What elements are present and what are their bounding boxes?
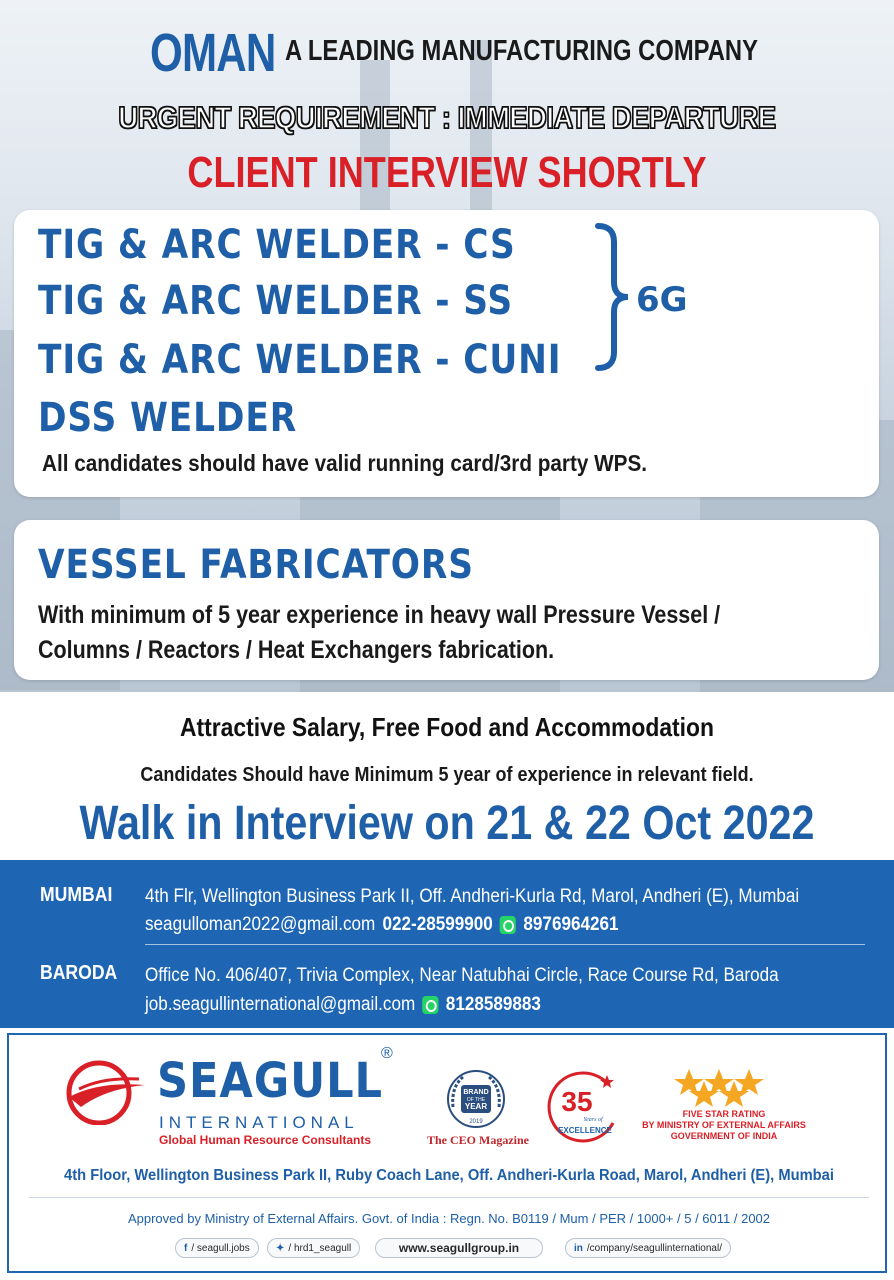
badge-35-years-word: Years of [583,1117,603,1123]
rating-line1: FIVE STAR RATING [682,1109,766,1119]
badge-brand-year: 2019 [469,1119,483,1125]
rating-line3: GOVERNMENT OF INDIA [670,1131,778,1141]
whatsapp-icon [422,996,438,1014]
location-divider [145,944,865,945]
brand-tagline: Global Human Resource Consultants [159,1133,372,1147]
badge-35-excellence: EXCELLENCE [558,1126,612,1135]
five-star-rating-text [629,1109,819,1142]
country-title: OMAN [150,23,276,83]
baroda-contact [145,994,541,1016]
welder-requirement-note: All candidates should have valid running card/3rd party WPS. [42,450,648,476]
city-mumbai: MUMBAI [40,884,113,906]
job-title-ss: TIG & ARC WELDER - SS [38,278,513,324]
urgent-banner: URGENT REQUIREMENT : IMMEDIATE DEPARTURE [118,100,776,135]
benefits-text: Attractive Salary, Free Food and Accommodation [180,712,714,742]
thirty-five-years-badge [539,1067,623,1147]
client-interview-heading: CLIENT INTERVIEW SHORTLY [187,148,707,197]
company-description: A LEADING MANUFACTURING COMPANY [285,35,758,67]
whatsapp-icon [500,916,516,934]
baroda-address: Office No. 406/407, Trivia Complex, Near Natubhai Circle, Race Course Rd, Baroda [145,965,779,986]
vessel-title: VESSEL FABRICATORS [38,542,474,588]
mumbai-phone[interactable]: 022-28599900 [382,914,493,935]
facebook-handle: / seagull.jobs [191,1242,250,1254]
five-star-rating-icon [669,1067,769,1107]
header [0,22,894,82]
website-link[interactable] [375,1238,543,1258]
mumbai-contact [145,914,619,936]
job-title-cuni: TIG & ARC WELDER - CUNI [38,337,562,383]
vessel-description [38,598,812,668]
badge-brand-line1: BRAND [463,1089,489,1096]
badge-brand-line2: OF THE [466,1097,486,1103]
linkedin-link[interactable] [565,1238,731,1258]
facebook-link[interactable] [175,1238,259,1258]
seagull-logo-icon [59,1055,147,1125]
job-title-cs: TIG & ARC WELDER - CS [38,222,516,268]
experience-text: Candidates Should have Minimum 5 year of experience in relevant field. [140,764,754,786]
footer-address: 4th Floor, Wellington Business Park II, Ruby Coach Lane, Off. Andheri-Kurla Road, Marol, Andheri (E), Mumbai [64,1167,834,1184]
brand-of-year-badge [441,1067,511,1141]
job-title-dss: DSS WELDER [38,395,298,441]
baroda-email[interactable]: job.seagullinternational@gmail.com [145,994,416,1015]
city-baroda: BARODA [40,962,118,984]
twitter-icon: ✦ [276,1242,285,1254]
mumbai-email[interactable]: seagulloman2022@gmail.com [145,914,376,935]
grouping-brace-icon [594,222,634,372]
mumbai-whatsapp[interactable]: 8976964261 [523,914,619,935]
vessel-desc-line2: Columns / Reactors / Heat Exchangers fabrication. [38,636,555,664]
linkedin-icon: in [574,1242,583,1254]
twitter-handle: / hrd1_seagull [288,1242,352,1254]
registered-mark: ® [381,1045,393,1062]
company-footer [7,1033,887,1273]
linkedin-handle: /company/seagullinternational/ [586,1242,722,1254]
website-url: www.seagullgroup.in [398,1241,520,1255]
vessel-card [14,520,879,680]
badge-brand-line3: YEAR [464,1102,488,1111]
vessel-desc-line1: With minimum of 5 year experience in heavy wall Pressure Vessel / [38,601,721,629]
footer-divider [29,1197,869,1198]
baroda-whatsapp[interactable]: 8128589883 [445,994,541,1015]
mumbai-address: 4th Flr, Wellington Business Park II, Off. Andheri-Kurla Rd, Marol, Andheri (E), Mumbai [145,886,800,907]
welder-card [14,210,879,497]
badge-35-number: 35 [561,1086,593,1117]
facebook-icon: f [184,1242,188,1254]
brand-subtitle: INTERNATIONAL [159,1113,359,1132]
rating-line2: BY MINISTRY OF EXTERNAL AFFAIRS [642,1120,806,1130]
twitter-link[interactable] [267,1238,360,1258]
grade-label: 6G [636,280,688,320]
approval-text: Approved by Ministry of External Affairs. Govt. of India : Regn. No. B0119 / Mum / PER / 1000+ / 5 / 6011 / 2002 [127,1211,771,1226]
brand-name: SEAGULL [157,1053,383,1109]
walk-in-heading: Walk in Interview on 21 & 22 Oct 2022 [79,797,815,850]
ceo-magazine-label: The CEO Magazine [427,1133,529,1147]
